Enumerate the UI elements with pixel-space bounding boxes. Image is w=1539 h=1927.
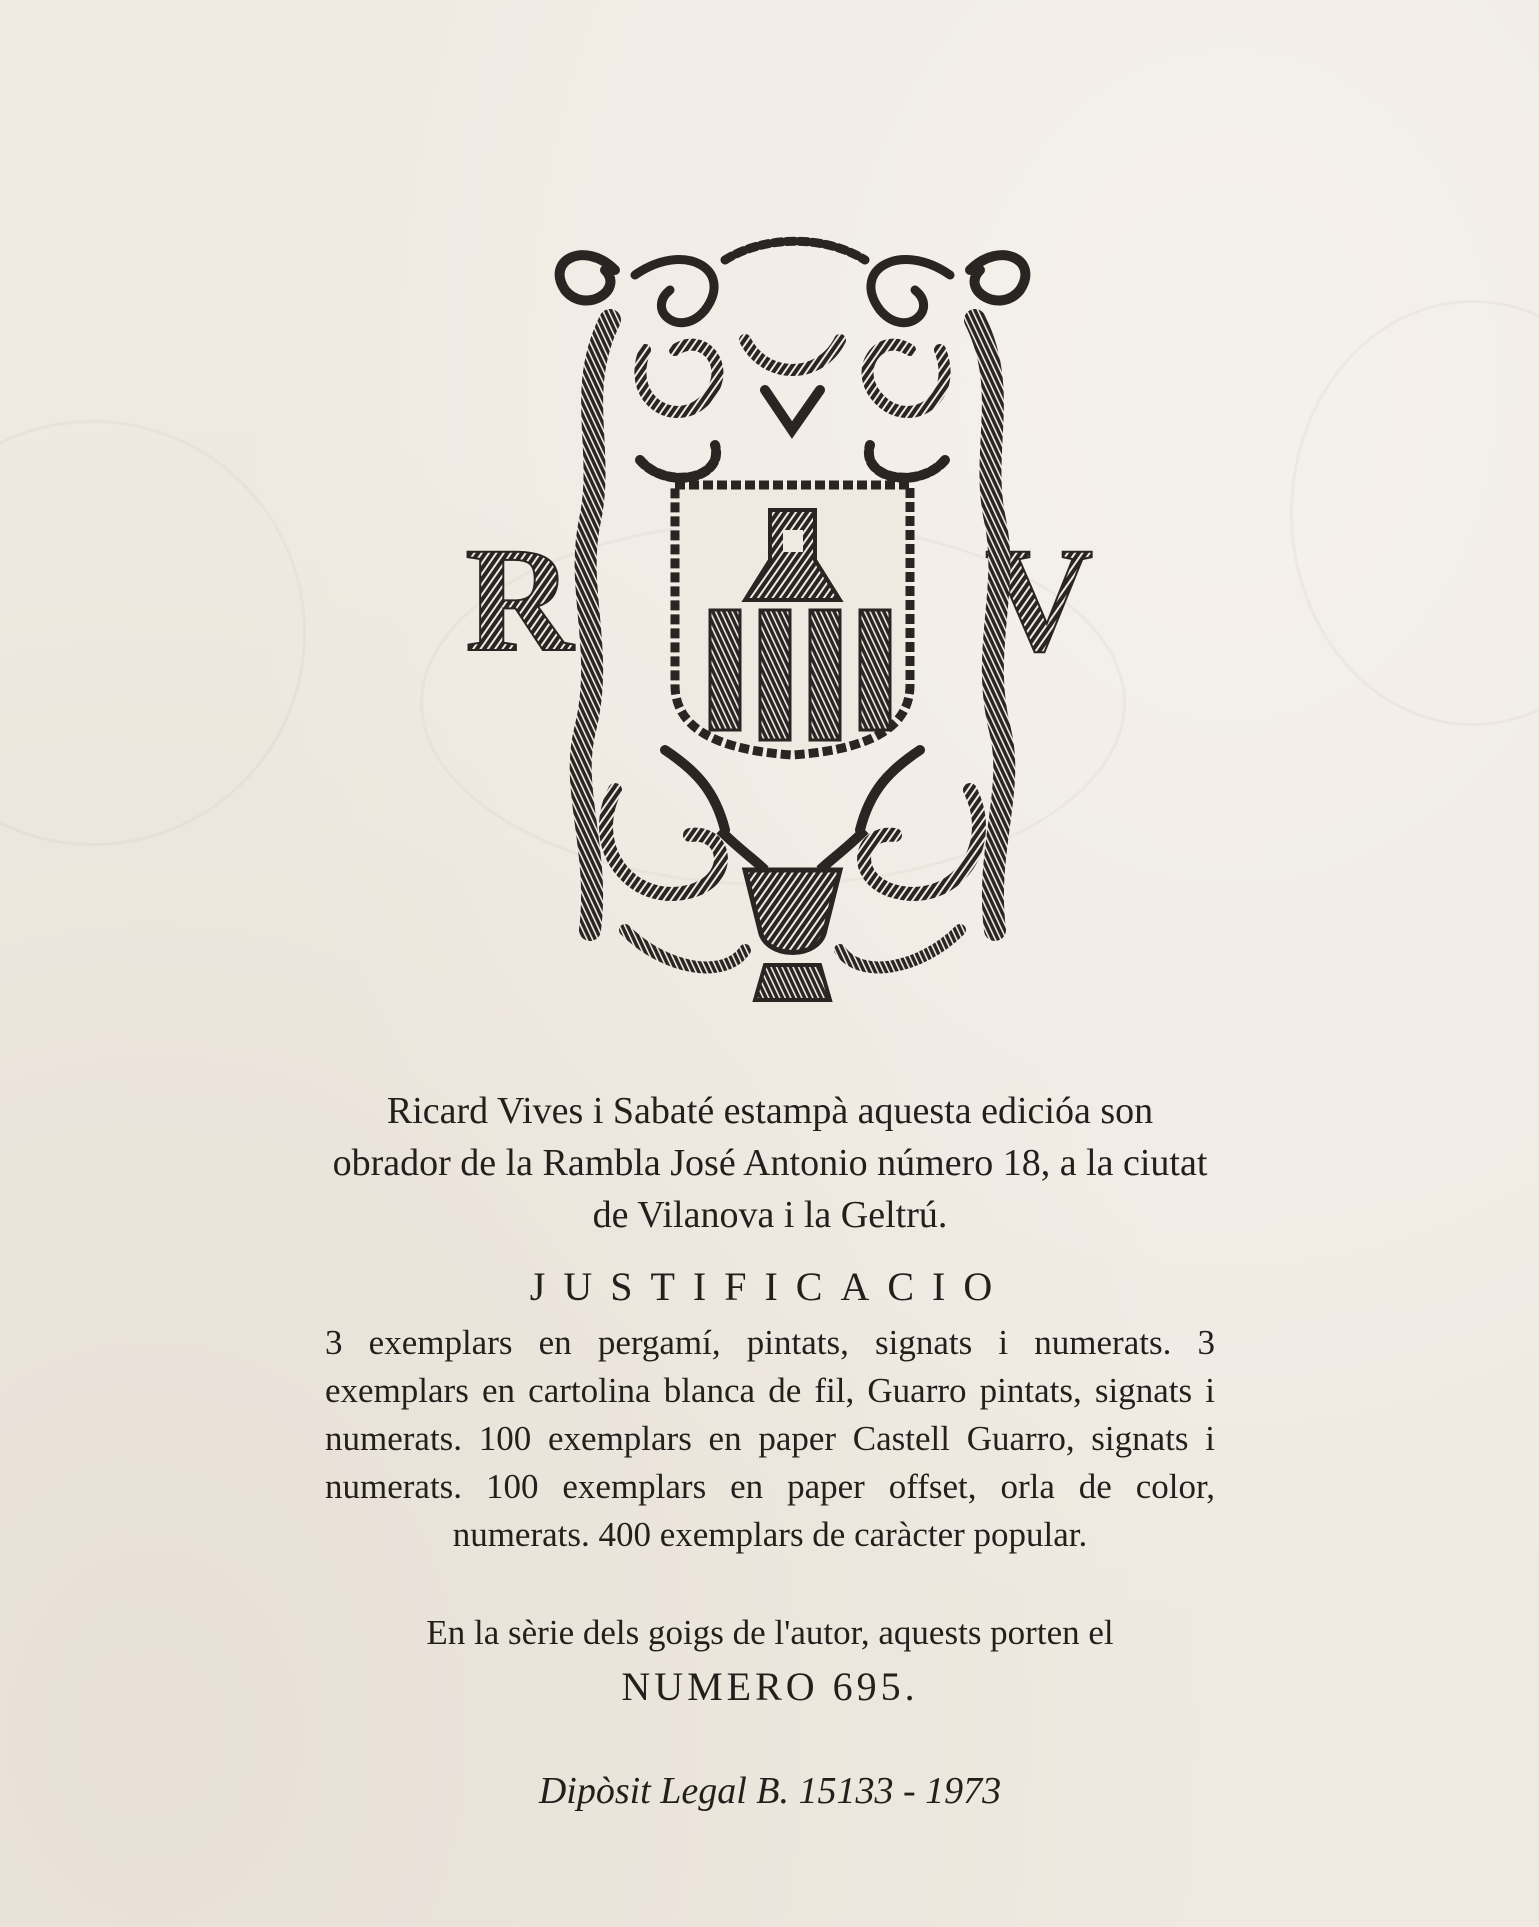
letter-r: R	[465, 517, 574, 683]
shield-emblem	[675, 485, 910, 755]
edition-number: NUMERO 695.	[621, 1664, 919, 1709]
justification-text: 3 exemplars en pergamí, pintats, signats i numerats. 3 exemplars en cartolina blanca de fil, Guarro pintats, signats i numerats. 100 exemplars en paper Castell Guarro, signats i numerats. 100 exemplars en paper offset, orla de color, numerats. 400 exemplars de caràcter popular.	[325, 1323, 1215, 1554]
bleed-through-stain	[1290, 300, 1539, 726]
printer-mark	[465, 230, 1125, 1030]
justification-title: JUSTIFICACIO	[529, 1264, 1011, 1309]
series-statement: En la sèrie dels goigs de l'autor, aquests porten el	[426, 1613, 1114, 1652]
legal-deposit: Dipòsit Legal B. 15133 - 1973	[538, 1770, 1002, 1812]
press-statement: Ricard Vives i Sabaté estampà aquesta edicióa son obrador de la Rambla José Antonio número 18, a la ciutat de Vilanova i la Geltrú.	[332, 1090, 1208, 1236]
bleed-through-stain	[0, 420, 306, 846]
vase-ornament	[720, 830, 865, 1000]
letter-v: V	[985, 517, 1094, 683]
printer-mark-emblem	[465, 230, 1125, 1030]
colophon	[325, 1085, 1215, 1817]
